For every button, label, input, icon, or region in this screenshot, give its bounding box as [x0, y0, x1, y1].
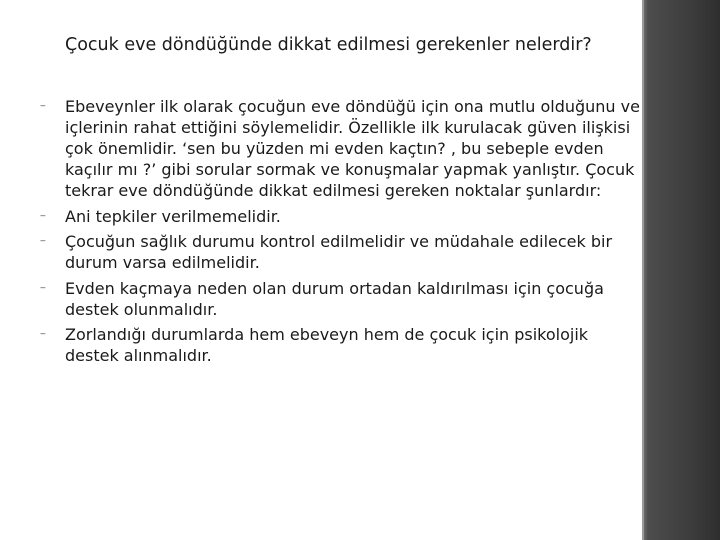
bullet-text: Evden kaçmaya neden olan durum ortadan kaldırılması için çocuğa destek olunmalıdır.	[65, 278, 604, 319]
bullet-text: Ani tepkiler verilmemelidir.	[65, 206, 281, 226]
bullet-icon: ‒	[40, 282, 46, 293]
bullet-text: Zorlandığı durumlarda hem ebeveyn hem de çocuk için psikolojik destek alınmalıdır.	[65, 325, 589, 365]
bullet-icon: ‒	[40, 329, 46, 339]
bullet-icon: ‒	[40, 101, 46, 111]
bullet-text: Çocuğun sağlık durumu kontrol edilmelidir ve müdahale edilecek bir durum varsa edilmelidir.	[65, 232, 613, 272]
list-item	[40, 231, 640, 273]
list-item	[40, 278, 640, 320]
sidebar-edge	[642, 0, 644, 540]
list-item	[40, 324, 640, 366]
bullet-icon: ‒	[40, 236, 46, 246]
bullet-icon: ‒	[40, 210, 46, 221]
list-item	[40, 206, 640, 227]
decorative-sidebar	[642, 0, 720, 540]
slide-title: Çocuk eve döndüğünde dikkat edilmesi gerekenler nelerdir?	[65, 35, 592, 55]
list-item	[40, 96, 640, 201]
bullet-list	[40, 96, 640, 371]
bullet-text: Ebeveynler ilk olarak çocuğun eve döndüğü için ona mutlu olduğunu ve içlerinin rahat ettiğini söylemelidir. Özellikle ilk kurulacak güven ilişkisi çok önemlidir. ‘sen bu yüzden mi evden kaçtın? , bu sebeple evden kaçılır mı ?’ gibi sorular sormak ve konuşmalar yapmak yanlıştır. Çocuk tekrar eve döndüğünde dikkat edilmesi gereken noktalar şunlardır:	[65, 97, 640, 200]
